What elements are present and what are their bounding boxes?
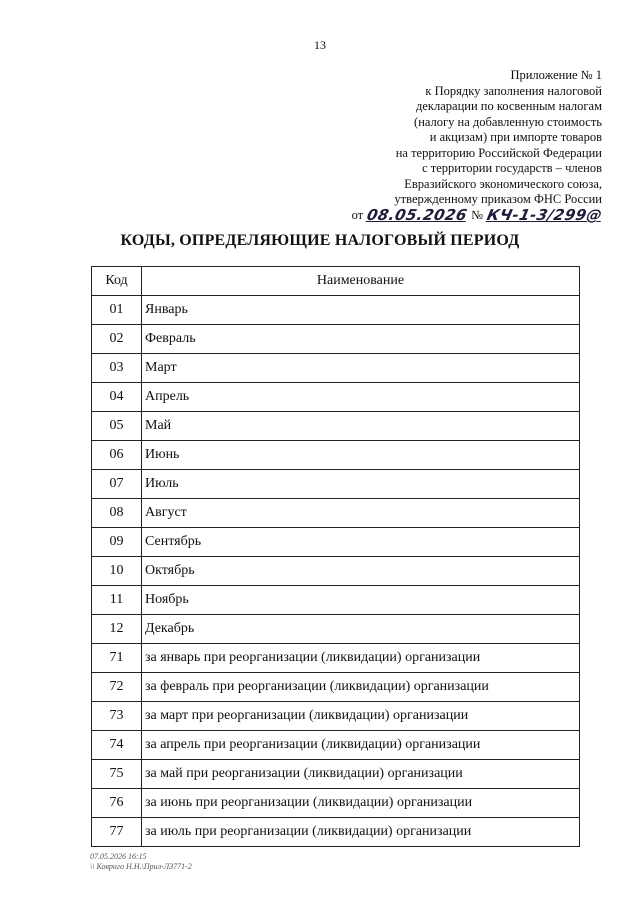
footer-file-ref: \\ Ковриго Н.Н.\Прил-ЛЗ771-2 bbox=[90, 862, 192, 871]
document-title: КОДЫ, ОПРЕДЕЛЯЮЩИЕ НАЛОГОВЫЙ ПЕРИОД bbox=[120, 232, 520, 249]
period-code-cell: 07 bbox=[92, 470, 142, 499]
table-row bbox=[92, 615, 580, 644]
period-name-cell: Ноябрь bbox=[142, 586, 580, 615]
number-label: № bbox=[471, 207, 483, 222]
appendix-line: (налогу на добавленную стоимость bbox=[414, 114, 602, 129]
table-row bbox=[92, 673, 580, 702]
period-code-cell: 09 bbox=[92, 528, 142, 557]
period-name-cell: за февраль при реорганизации (ликвидации) организации bbox=[142, 673, 580, 702]
period-name-cell: Февраль bbox=[142, 325, 580, 354]
period-name-cell: за апрель при реорганизации (ликвидации) организации bbox=[142, 731, 580, 760]
table-row bbox=[92, 760, 580, 789]
period-code-cell: 04 bbox=[92, 383, 142, 412]
table-row bbox=[92, 586, 580, 615]
table-row bbox=[92, 644, 580, 673]
table-row bbox=[92, 441, 580, 470]
footer-timestamp: 07.05.2026 16:15 bbox=[90, 852, 147, 861]
order-reference-line bbox=[282, 205, 605, 224]
code-column-header: Код bbox=[92, 267, 142, 296]
period-name-cell: Сентябрь bbox=[142, 528, 580, 557]
period-name-cell: Март bbox=[142, 354, 580, 383]
table-row bbox=[92, 528, 580, 557]
period-code-cell: 08 bbox=[92, 499, 142, 528]
table-row bbox=[92, 818, 580, 847]
period-code-cell: 74 bbox=[92, 731, 142, 760]
period-name-cell: за январь при реорганизации (ликвидации) организации bbox=[142, 644, 580, 673]
period-code-cell: 03 bbox=[92, 354, 142, 383]
period-code-cell: 05 bbox=[92, 412, 142, 441]
period-code-cell: 77 bbox=[92, 818, 142, 847]
period-code-cell: 11 bbox=[92, 586, 142, 615]
appendix-line: Приложение № 1 bbox=[510, 68, 602, 82]
footer-stamp bbox=[90, 852, 192, 872]
period-code-cell: 02 bbox=[92, 325, 142, 354]
table-row bbox=[92, 354, 580, 383]
period-name-cell: Декабрь bbox=[142, 615, 580, 644]
page-number: 13 bbox=[314, 38, 326, 52]
table-body bbox=[92, 296, 580, 847]
order-date: 08.05.2026 bbox=[365, 205, 470, 224]
appendix-line: декларации по косвенным налогам bbox=[416, 99, 602, 113]
table-row bbox=[92, 557, 580, 586]
period-code-cell: 76 bbox=[92, 789, 142, 818]
period-name-cell: Август bbox=[142, 499, 580, 528]
period-name-cell: Октябрь bbox=[142, 557, 580, 586]
table-row bbox=[92, 470, 580, 499]
period-code-cell: 06 bbox=[92, 441, 142, 470]
table-row bbox=[92, 731, 580, 760]
appendix-line: Евразийского экономического союза, bbox=[404, 176, 602, 191]
table-row bbox=[92, 325, 580, 354]
table-row bbox=[92, 296, 580, 325]
period-name-cell: Январь bbox=[142, 296, 580, 325]
period-name-cell: за май при реорганизации (ликвидации) организации bbox=[142, 760, 580, 789]
period-name-cell: Июнь bbox=[142, 441, 580, 470]
appendix-line: и акцизам) при импорте товаров bbox=[429, 130, 602, 144]
tax-period-codes-table bbox=[91, 266, 580, 847]
appendix-block bbox=[282, 68, 605, 224]
table-row bbox=[92, 499, 580, 528]
period-code-cell: 73 bbox=[92, 702, 142, 731]
appendix-line: к Порядку заполнения налоговой bbox=[425, 83, 602, 98]
period-code-cell: 72 bbox=[92, 673, 142, 702]
period-name-cell: за июль при реорганизации (ликвидации) организации bbox=[142, 818, 580, 847]
period-name-cell: за март при реорганизации (ликвидации) организации bbox=[142, 702, 580, 731]
period-code-cell: 12 bbox=[92, 615, 142, 644]
appendix-line: на территорию Российской Федерации bbox=[395, 145, 602, 160]
table-row bbox=[92, 702, 580, 731]
table-row bbox=[92, 789, 580, 818]
appendix-line: с территории государств – членов bbox=[422, 161, 602, 175]
order-number: КЧ-1-3/299@ bbox=[485, 205, 605, 224]
period-name-cell: за июнь при реорганизации (ликвидации) организации bbox=[142, 789, 580, 818]
period-name-cell: Июль bbox=[142, 470, 580, 499]
table-row bbox=[92, 383, 580, 412]
table-row bbox=[92, 412, 580, 441]
order-reference bbox=[351, 205, 605, 224]
table-header-row bbox=[92, 267, 580, 296]
name-column-header: Наименование bbox=[142, 267, 580, 296]
appendix-line: утвержденному приказом ФНС России bbox=[394, 192, 602, 206]
period-code-cell: 10 bbox=[92, 557, 142, 586]
period-name-cell: Апрель bbox=[142, 383, 580, 412]
period-code-cell: 01 bbox=[92, 296, 142, 325]
period-code-cell: 75 bbox=[92, 760, 142, 789]
from-label: от bbox=[351, 207, 364, 222]
period-name-cell: Май bbox=[142, 412, 580, 441]
period-code-cell: 71 bbox=[92, 644, 142, 673]
